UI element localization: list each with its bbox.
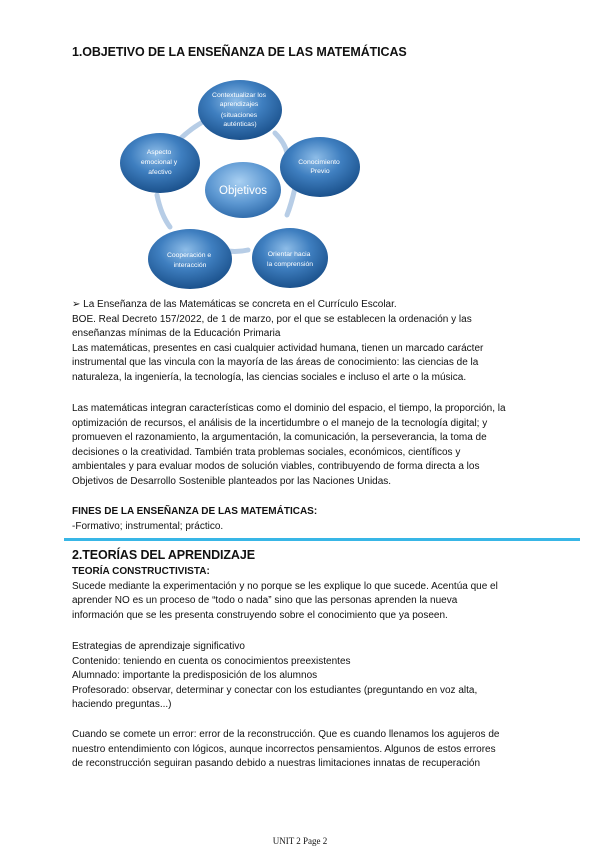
bubble-text: aprendizajes (219, 101, 259, 108)
text-line: ➢ La Enseñanza de las Matemáticas se concreta en el Currículo Escolar. (72, 299, 397, 310)
text-line: optimización de recursos, el análisis de la incertidumbre o el manejo de la tecnología digital; y (72, 417, 488, 429)
text-line: Las matemáticas integran características como el dominio del espacio, el tiempo, la proporción, la (72, 403, 506, 414)
text-line: ambientales y para evaluar modos de solución viables, contribuyendo de forma directa a los (72, 461, 480, 473)
text-line: Objetivos de Desarrollo Sostenible planteados por las Naciones Unidas. (72, 475, 392, 487)
objectives-diagram (115, 75, 365, 295)
bubble-aspecto (120, 133, 200, 193)
section-divider (64, 538, 580, 541)
arrow-bottomleft-to-left (157, 195, 170, 227)
paragraph-curriculo (72, 298, 542, 386)
bubble-text: Conocimiento (298, 159, 340, 166)
text-line: decisiones o la creatividad. También trata problemas sociales, económicos, científicos y (72, 446, 461, 458)
center-label: Objetivos (219, 185, 267, 197)
bubble-text: Aspecto (146, 149, 172, 156)
bubble-text: Orientar hacia (267, 251, 311, 258)
error-block (72, 728, 542, 772)
bubble-orientar (252, 228, 328, 288)
text-line: naturaleza, la ingeniería, la tecnología, las ciencias sociales e incluso el arte o la música. (72, 371, 467, 383)
fines-heading: FINES DE LA ENSEÑANZA DE LAS MATEMÁTICAS: (72, 506, 318, 517)
bubble-text: interacción (173, 262, 207, 269)
bubble-conocimiento (280, 137, 360, 197)
fines-block (72, 505, 542, 534)
text-line: nuestro entendimiento con lógicos, aunque incorrectos pensamientos. Algunos de estos errores (72, 743, 496, 755)
text-line: Las matemáticas, presentes en casi cualquier actividad humana, tienen un marcado carácter (72, 342, 484, 354)
text-line: Contenido: teniendo en cuenta os conocimientos preexistentes (72, 655, 351, 667)
text-line: haciendo preguntas...) (72, 699, 172, 711)
section-title-teorias: 2.TEORÍAS DEL APRENDIZAJE (72, 548, 255, 562)
bubble-text: afectivo (148, 169, 172, 176)
text-line: aprender NO es un proceso de “todo o nada” sino que las personas aprenden la nueva (72, 595, 458, 607)
bubble-cooperacion (148, 229, 232, 289)
fines-text: -Formativo; instrumental; práctico. (72, 520, 224, 532)
bubble-text: la comprensión (266, 261, 314, 268)
constructivista-block (72, 565, 542, 623)
text-line: información que se les presenta construyendo sobre el conocimiento que ya poseen. (72, 609, 448, 621)
text-line: enseñanzas mínimas de la Educación Primaria (72, 328, 281, 340)
text-line: promueven el razonamiento, la argumentación, la comunicación, la perseverancia, la toma de (72, 432, 487, 444)
bubble-text: Contextualizar los (212, 92, 267, 99)
bubble-text: Previo (310, 168, 330, 175)
text-line: BOE. Real Decreto 157/2022, de 1 de marzo, por el que se establecen la ordenación y las (72, 313, 472, 325)
bubble-contextualizar (198, 80, 282, 140)
text-line: Cuando se comete un error: error de la reconstrucción. Que es cuando llenamos los agujeros de (72, 729, 500, 740)
paragraph-integran (72, 402, 542, 490)
bubble-text: Cooperación e (166, 252, 212, 259)
page-footer: UNIT 2 Page 2 (272, 836, 328, 846)
center-bubble (205, 162, 281, 218)
constructivista-heading: TEORÍA CONSTRUCTIVISTA: (72, 566, 210, 577)
bubble-text: (situaciones (220, 112, 258, 119)
text-line: Estrategias de aprendizaje significativo (72, 641, 245, 652)
section-title-objetivo: 1.OBJETIVO DE LA ENSEÑANZA DE LAS MATEMÁTICAS (72, 45, 407, 59)
arrow-right-to-bottomright (287, 188, 295, 215)
text-line: instrumental que las vincula con la mayoría de las áreas de conocimiento: las ciencias de la (72, 357, 479, 369)
text-line: de reconstrucción seguiran pasando debido a nuestras limitaciones innatas de recuperación (72, 758, 481, 770)
text-line: Sucede mediante la experimentación y no porque se les explique lo que sucede. Acentúa que el (72, 580, 498, 592)
text-line: Profesorado: observar, determinar y conectar con los estudiantes (preguntando en voz alta, (72, 684, 478, 696)
text-line: Alumnado: importante la predisposición de los alumnos (72, 670, 318, 682)
bubble-text: auténticas) (223, 121, 257, 128)
arrow-top-to-right (275, 133, 287, 153)
bubble-text: emocional y (140, 159, 178, 166)
estrategias-block (72, 640, 542, 713)
